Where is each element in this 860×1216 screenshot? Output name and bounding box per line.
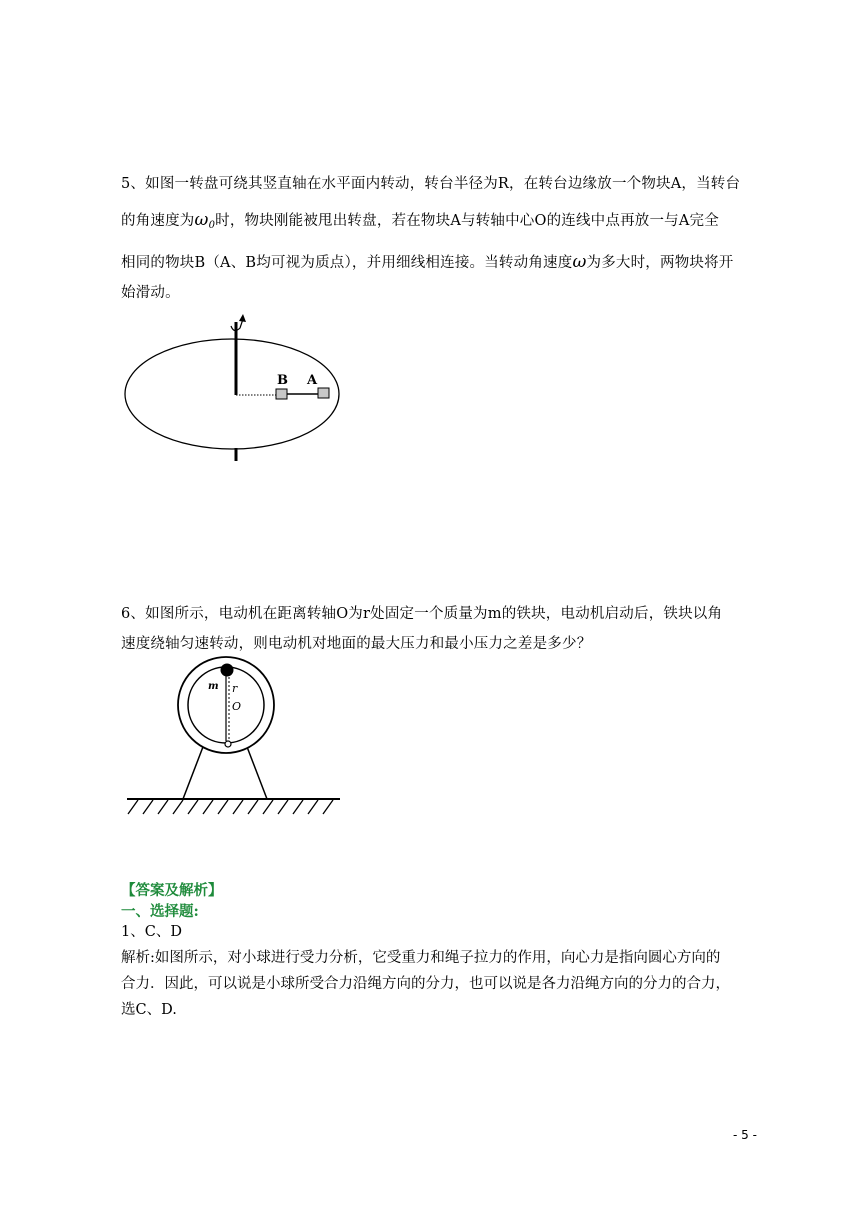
question-6: [121, 599, 761, 659]
question-5: [121, 169, 761, 308]
answer-item-1: 1、C、D: [121, 924, 182, 940]
analysis-line3: 选C、D.: [121, 1002, 177, 1018]
analysis-line2: 合力．因此，可以说是小球所受合力沿绳方向的分力，也可以说是各力沿绳方向的分力的合力，: [121, 976, 730, 992]
turntable-figure: [115, 310, 355, 470]
label-o: O: [232, 700, 242, 713]
motor-figure: [122, 655, 347, 820]
answers-section: [121, 880, 761, 943]
pivot-point: [225, 741, 231, 747]
ground-hatching: [128, 800, 333, 814]
label-r: r: [232, 682, 238, 695]
stand-left-leg: [183, 739, 206, 799]
block-a: [318, 388, 329, 398]
q5-line4: 始滑动。: [121, 285, 180, 301]
q5-line3-pre: 相同的物块B（A、B均可视为质点），并用细线相连接。当转动角速度: [121, 255, 573, 271]
block-b: [276, 389, 287, 399]
label-m: m: [208, 681, 219, 692]
page-number: - 5 -: [733, 1128, 757, 1142]
label-b: B: [277, 373, 288, 388]
q5-line3-post: 为多大时，两物块将开: [586, 255, 734, 271]
omega-symbol: ω: [572, 252, 587, 272]
q5-line1: 5、如图一转盘可绕其竖直轴在水平面内转动，转台半径为R，在转台边缘放一个物块A，当转台: [121, 176, 741, 192]
answers-section-title: 一、选择题:: [121, 903, 199, 920]
q6-line1: 6、如图所示，电动机在距离转轴O为r处固定一个质量为m的铁块，电动机启动后，铁块以角: [121, 606, 723, 622]
q6-line2: 速度绕轴匀速转动，则电动机对地面的最大压力和最小压力之差是多少？: [121, 636, 592, 652]
label-a: A: [307, 373, 318, 388]
analysis-line1: 解析:如图所示，对小球进行受力分析，它受重力和绳子拉力的作用，向心力是指向圆心方向的: [121, 950, 721, 966]
q5-line2-pre: 的角速度为: [121, 213, 195, 229]
q5-line2-post: 时，物块刚能被甩出转盘，若在物块A与转轴中心O的连线中点再放一与A完全: [215, 213, 719, 229]
analysis-text: [121, 945, 761, 1023]
answers-heading: 【答案及解析】: [121, 882, 223, 899]
omega-zero-symbol: $\omega_0$: [194, 210, 216, 231]
iron-mass: [221, 664, 234, 677]
